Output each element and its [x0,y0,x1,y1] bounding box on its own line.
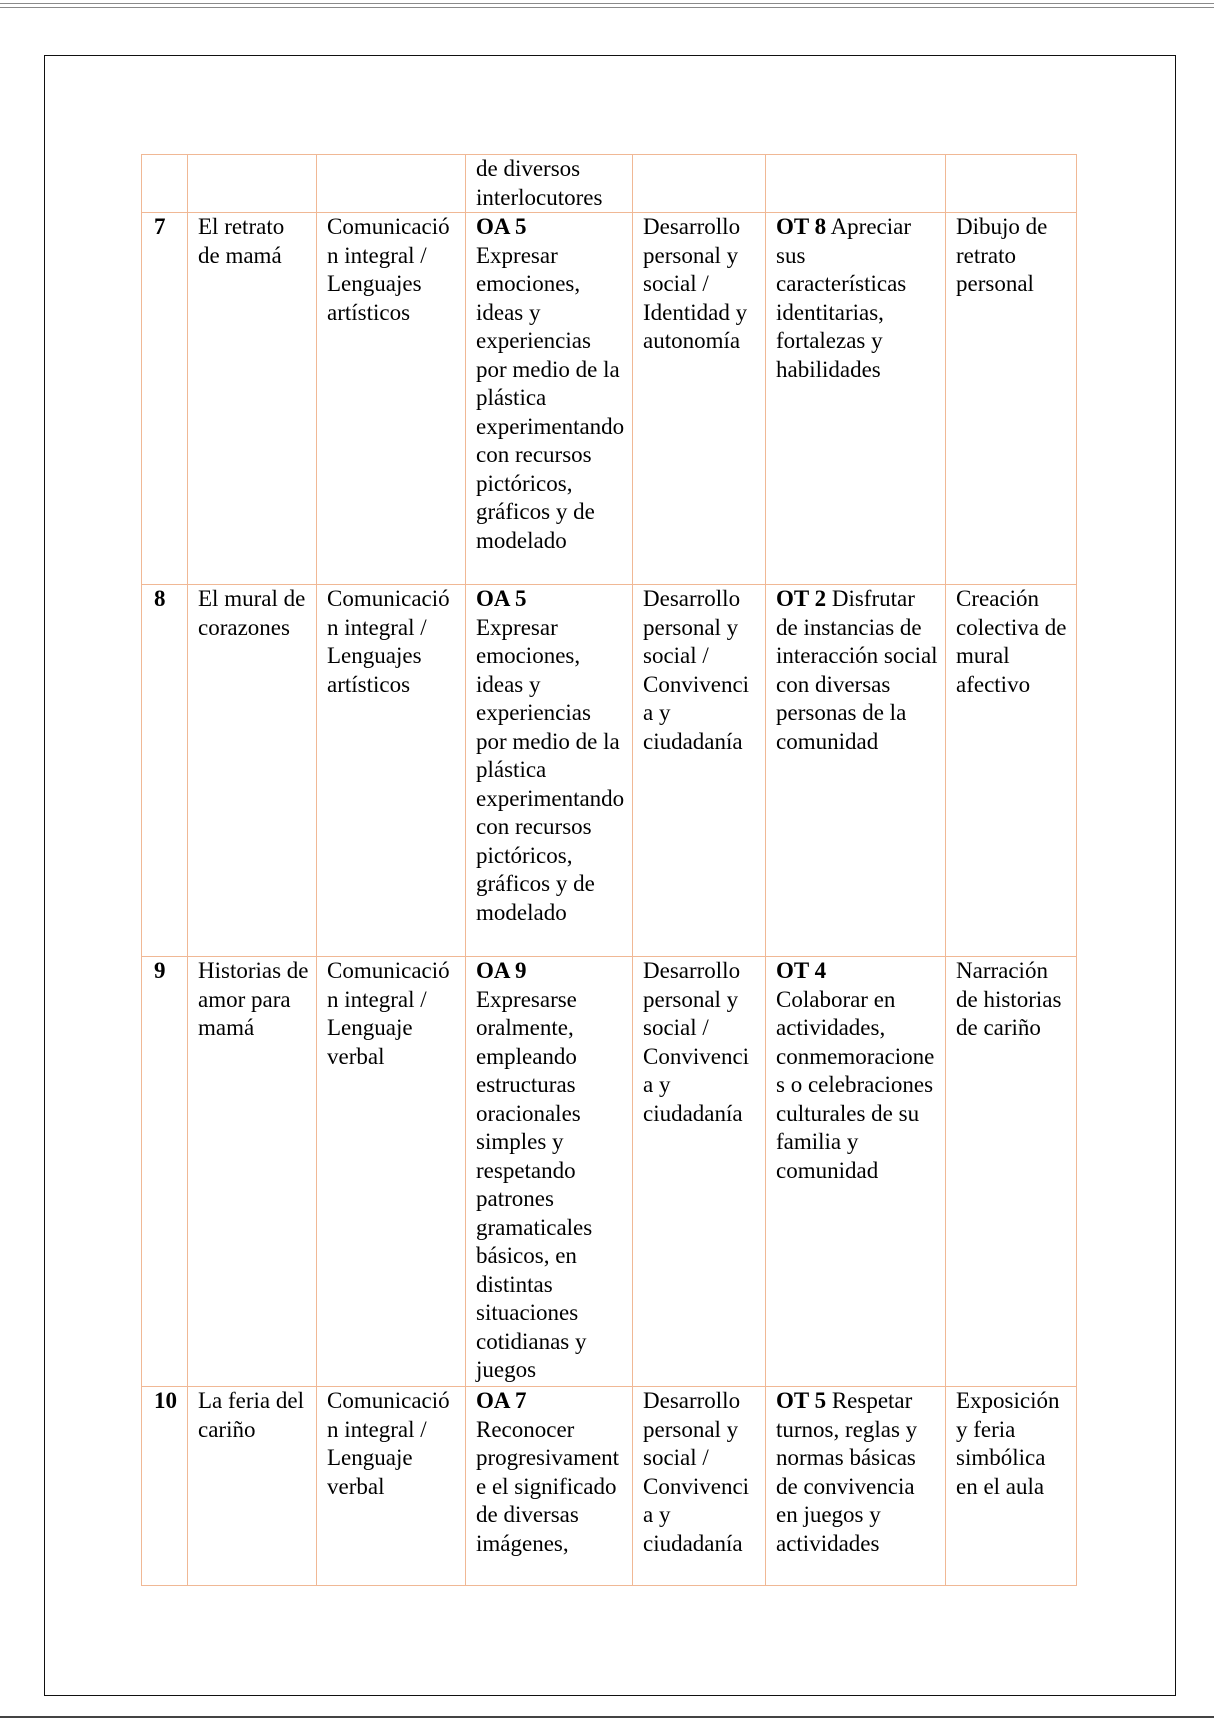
learning-experience: Narración de historias de cariño [946,957,1077,1387]
planning-table [141,154,1077,1586]
activity-name [188,155,317,213]
oa-code: OA 9 [476,958,527,983]
table-row [142,585,1077,957]
transversal-objective [766,213,946,585]
learning-area: Comunicación integral / Lenguajes artísticos [317,585,466,957]
activity-name: Historias de amor para mamá [188,957,317,1387]
oa-code: OA 5 [476,214,527,239]
oa-code: OA 5 [476,586,527,611]
header-rule [0,3,1214,4]
ot-code: OT 8 [776,214,827,239]
learning-objective [466,1387,633,1586]
core-area: Desarrollo personal y social / Identidad y autonomía [633,213,766,585]
activity-name: El retrato de mamá [188,213,317,585]
oa-text: Expresar emociones, ideas y experiencias por medio de la plástica experimentando con recursos pictóricos, gráficos y de modelado [476,614,625,925]
ot-text: Apreciar sus características identitarias, fortalezas y habilidades [776,214,912,382]
core-area [633,155,766,213]
oa-text: Expresar emociones, ideas y experiencias por medio de la plástica experimentando con recursos pictóricos, gráficos y de modelado [476,242,625,553]
learning-experience: Creación colectiva de mural afectivo [946,585,1077,957]
oa-text: de diversos interlocutores [476,156,603,210]
core-area: Desarrollo personal y social / Convivencia y ciudadanía [633,957,766,1387]
row-number: 8 [142,585,188,957]
learning-experience [946,155,1077,213]
table-row [142,155,1077,213]
transversal-objective [766,1387,946,1586]
core-area: Desarrollo personal y social / Convivencia y ciudadanía [633,585,766,957]
transversal-objective [766,585,946,957]
activity-name: La feria del cariño [188,1387,317,1586]
table-row [142,957,1077,1387]
learning-objective [466,155,633,213]
transversal-objective [766,155,946,213]
oa-text: Reconocer progresivamente el significado de diversas imágenes, [476,1416,620,1556]
learning-area: Comunicación integral / Lenguaje verbal [317,1387,466,1586]
ot-text: Respetar turnos, reglas y normas básicas de convivencia en juegos y actividades [776,1388,918,1556]
activity-name: El mural de corazones [188,585,317,957]
row-number [142,155,188,213]
learning-objective [466,213,633,585]
core-area: Desarrollo personal y social / Convivencia y ciudadanía [633,1387,766,1586]
table-row [142,1387,1077,1586]
learning-experience: Exposición y feria simbólica en el aula [946,1387,1077,1586]
ot-code: OT 4 [776,958,827,983]
header-rule-double [0,7,1214,8]
learning-area [317,155,466,213]
ot-code: OT 2 [776,586,827,611]
transversal-objective [766,957,946,1387]
oa-text: Expresarse oralmente, empleando estructuras oracionales simples y respetando patrones gramaticales básicos, en distintas situaciones cotidianas y juegos [476,986,593,1382]
learning-area: Comunicación integral / Lenguajes artísticos [317,213,466,585]
ot-text: Colaborar en actividades, conmemoraciones o celebraciones culturales de su familia y comunidad [776,986,935,1183]
learning-objective [466,957,633,1387]
ot-text: Disfrutar de instancias de interacción social con diversas personas de la comunidad [776,586,938,754]
row-number: 7 [142,213,188,585]
learning-experience: Dibujo de retrato personal [946,213,1077,585]
table-row [142,213,1077,585]
row-number: 9 [142,957,188,1387]
footer-rule [0,1716,1214,1718]
learning-area: Comunicación integral / Lenguaje verbal [317,957,466,1387]
learning-objective [466,585,633,957]
row-number: 10 [142,1387,188,1586]
ot-code: OT 5 [776,1388,827,1413]
oa-code: OA 7 [476,1388,527,1413]
